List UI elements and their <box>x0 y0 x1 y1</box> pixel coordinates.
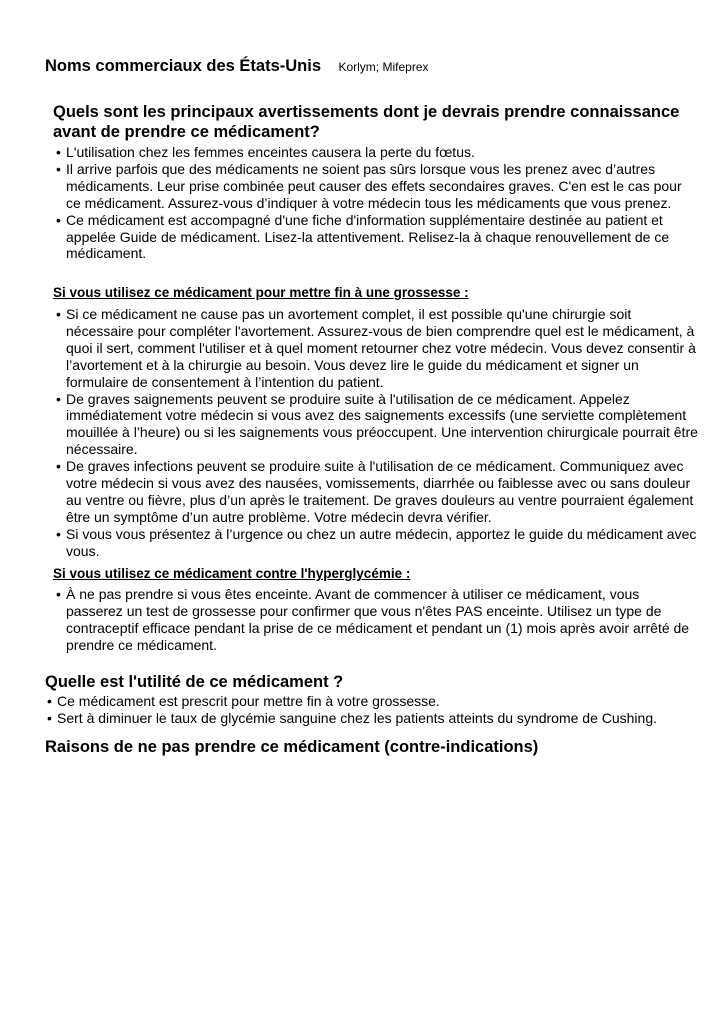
warnings-list <box>53 144 698 262</box>
brand-names-label: Noms commerciaux des États-Unis <box>45 57 322 75</box>
utility-section <box>45 672 715 727</box>
list-item: • À ne pas prendre si vous êtes enceinte. Avant de commencer à utiliser ce médicament, vous passerez un test de grossesse pour confirmer que vous n'êtes PAS enceinte. Utilisez un type de contraceptif efficace pendant la prise de ce médicament et pendant un (1) mois après avoir arrêté de prendre ce médicament. <box>66 586 698 654</box>
list-item: • Ce médicament est prescrit pour mettre fin à votre grossesse. <box>57 693 715 710</box>
list-item: • L'utilisation chez les femmes enceintes causera la perte du fœtus. <box>66 144 698 161</box>
list-item: • De graves infections peuvent se produire suite à l'utilisation de ce médicament. Communiquez avec votre médecin si vous avez des nausées, vomissements, diarrhée ou faiblesse avec ou sans douleur au ventre ou fièvre, plus d’un après le traitement. De graves douleurs au ventre pourraient également être un symptôme d’un autre problème. Votre médecin devra vérifier. <box>66 458 698 526</box>
list-item: • Il arrive parfois que des médicaments ne soient pas sûrs lorsque vous les prenez avec d’autres médicaments. Leur prise combinée peut causer des effets secondaires graves. C'en est le cas pour ce médicament. Assurez-vous d’indiquer à votre médecin tous les médicaments que vous prenez. <box>66 161 698 212</box>
pregnancy-termination-heading: Si vous utilisez ce médicament pour mettre fin à une grossesse : <box>53 285 469 300</box>
utility-heading: Quelle est l'utilité de ce médicament ? <box>45 673 344 691</box>
list-item: • Ce médicament est accompagné d'une fiche d'information supplémentaire destinée au patient et appelée Guide de médicament. Lisez-la attentivement. Relisez-la à chaque renouvellement de ce médicament. <box>66 212 698 263</box>
utility-list <box>45 693 715 727</box>
warnings-heading: Quels sont les principaux avertissements dont je devrais prendre connaissance avant de prendre ce médicament? <box>53 103 680 141</box>
hyperglycemia-list <box>53 586 698 654</box>
list-item: • Si ce médicament ne cause pas un avortement complet, il est possible qu'une chirurgie soit nécessaire pour compléter l'avortement. Assurez-vous de bien comprendre quel est le médicament, à quoi il sert, comment l'utiliser et à quel moment retourner chez votre médecin. Vous devez consentir à l’avortement et à la chirurgie au besoin. Vous devez lire le guide du médicament et signer un formulaire de consentement à l’intention du patient. <box>66 306 698 391</box>
hyperglycemia-heading: Si vous utilisez ce médicament contre l'hyperglycémie : <box>53 566 411 581</box>
brand-names-value: Korlym; Mifeprex <box>338 60 429 74</box>
list-item: • De graves saignements peuvent se produire suite à l'utilisation de ce médicament. Appelez immédiatement votre médecin si vous avez des saignements excessifs (une serviette complètement mouillée à l’heure) ou si les saignements vous préoccupent. Une intervention chirurgicale pourrait être nécessaire. <box>66 391 698 459</box>
warnings-section <box>53 102 698 262</box>
contraindications-heading: Raisons de ne pas prendre ce médicament (contre-indications) <box>45 738 539 756</box>
hyperglycemia-section <box>53 565 698 654</box>
pregnancy-termination-section <box>53 284 698 560</box>
pregnancy-termination-list <box>53 306 698 560</box>
list-item: • Si vous vous présentez à l’urgence ou chez un autre médecin, apportez le guide du médicament avec vous. <box>66 526 698 560</box>
list-item: • Sert à diminuer le taux de glycémie sanguine chez les patients atteints du syndrome de Cushing. <box>57 710 715 727</box>
brand-names-line <box>45 57 429 76</box>
contraindications-section <box>45 737 705 757</box>
